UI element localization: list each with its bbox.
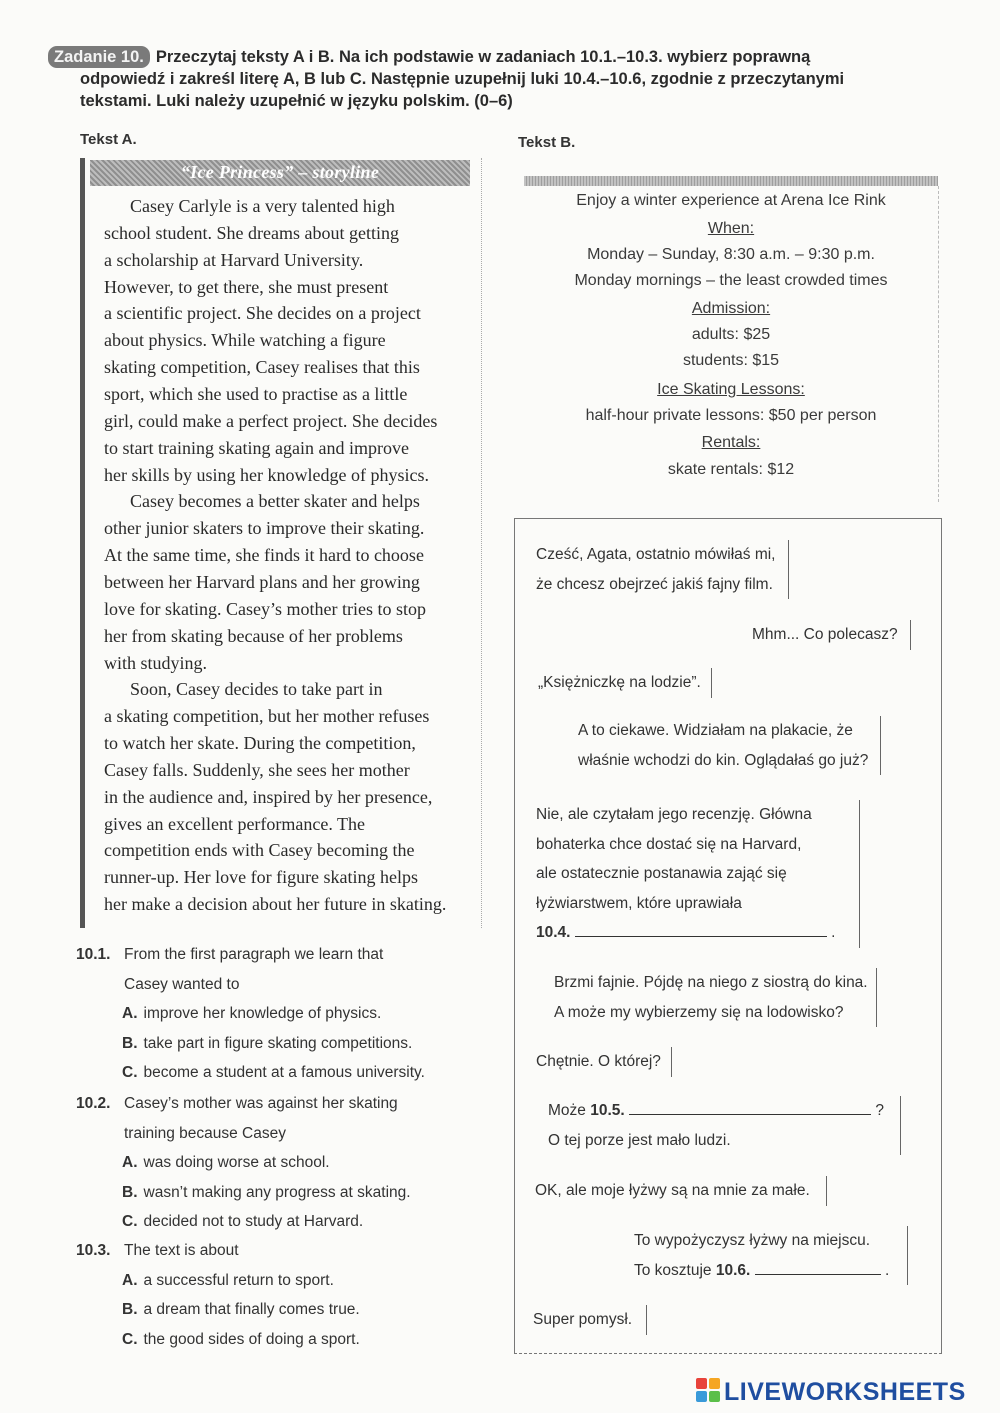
- rentals-heading: Rentals:: [701, 434, 761, 451]
- lessons-heading: Ice Skating Lessons:: [657, 381, 805, 398]
- text-b-label: Tekst B.: [518, 134, 576, 151]
- question-number: 10.2.: [76, 1095, 111, 1112]
- logo-mark-icon: [696, 1378, 722, 1404]
- chat-message-3: „Księżniczkę na lodzie”.: [538, 668, 712, 698]
- option-letter: C.: [122, 1064, 138, 1081]
- least-crowded: Monday mornings – the least crowded times: [574, 272, 888, 289]
- admission-heading: Admission:: [691, 300, 771, 317]
- task-instructions: [48, 46, 948, 112]
- option-letter: B.: [122, 1301, 138, 1318]
- chat-text: To kosztuje: [634, 1261, 712, 1279]
- text-a-line: school student. She dreams about getting: [104, 222, 399, 243]
- answer-option[interactable]: [122, 1184, 411, 1202]
- text-a-frame: [80, 158, 482, 928]
- option-text: improve her knowledge of physics.: [143, 1005, 382, 1022]
- text-a-line: Casey Carlyle is a very talented high: [130, 196, 395, 216]
- text-a-line: love for skating. Casey’s mother tries to stop: [104, 598, 426, 619]
- question-stem: The text is about: [124, 1242, 239, 1259]
- question-number: 10.3.: [76, 1242, 111, 1259]
- chat-message-6: [554, 968, 877, 1027]
- text-a-line: with studying.: [104, 652, 208, 673]
- chat-text: A to ciekawe. Widziałam na plakacie, że: [578, 722, 853, 739]
- gap-10-5-label: 10.5.: [590, 1102, 625, 1119]
- text-a-line: to watch her skate. During the competition,: [104, 733, 416, 753]
- chat-message-4: [578, 716, 881, 775]
- chat-text: łyżwiarstwem, które uprawiała: [536, 894, 742, 912]
- text-a-line: skating competition, Casey realises that this: [104, 357, 420, 378]
- chat-text: Cześć, Agata, ostatnio mówiłaś mi,: [536, 546, 776, 563]
- chat-text: Brzmi fajnie. Pójdę na niego z siostrą do kina.: [554, 974, 868, 991]
- answer-option[interactable]: [122, 1064, 425, 1082]
- chat-text: ale ostatecznie postanawia zająć się: [536, 865, 787, 882]
- admission-adults: adults: $25: [691, 326, 771, 343]
- text-a-line: girl, could make a perfect project. She decides: [104, 410, 438, 431]
- answer-option[interactable]: [122, 1035, 412, 1053]
- option-text: a successful return to sport.: [143, 1271, 334, 1289]
- chat-text: O tej porze jest mało ludzi.: [548, 1131, 731, 1149]
- admission-students: students: $15: [682, 352, 780, 369]
- question-stem: From the first paragraph we learn that: [124, 946, 384, 963]
- text-a-line: competition ends with Casey becoming the: [104, 840, 415, 861]
- chat-text: właśnie wchodzi do kin. Oglądałaś go już?: [578, 751, 869, 769]
- gap-10-6-label: 10.6.: [715, 1261, 751, 1279]
- text-a-line: about physics. While watching a figure: [104, 330, 386, 351]
- answer-option[interactable]: [122, 1301, 360, 1319]
- chat-message-7: Chętnie. O której?: [536, 1047, 672, 1077]
- liveworksheets-logo: [696, 1378, 966, 1407]
- text-a-line: other junior skaters to improve their skating.: [104, 518, 425, 539]
- text-a-line: her from skating because of her problems: [104, 625, 403, 646]
- text-a-line: in the audience and, inspired by her presence,: [104, 786, 433, 807]
- gap-10-4-blank[interactable]: [575, 922, 827, 937]
- chat-message-9: OK, ale moje łyżwy są na mnie za małe.: [535, 1176, 827, 1206]
- chat-message-11: Super pomysł.: [533, 1305, 647, 1335]
- text-a-line: Casey becomes a better skater and helps: [130, 491, 420, 512]
- text-a-label: Tekst A.: [80, 131, 137, 148]
- gap-10-6-blank[interactable]: [755, 1260, 881, 1275]
- option-letter: C.: [122, 1213, 138, 1230]
- chat-text: A może my wybierzemy się na lodowisko?: [554, 1003, 844, 1021]
- question-number: 10.1.: [76, 946, 111, 963]
- chat-text: Nie, ale czytałam jego recenzję. Główna: [536, 806, 812, 823]
- option-text: become a student at a famous university.: [143, 1064, 425, 1081]
- instruction-line-1: Przeczytaj teksty A i B. Na ich podstawie w zadaniach 10.1.–10.3. wybierz poprawną: [155, 48, 811, 66]
- question-stem: Casey’s mother was against her skating: [124, 1095, 398, 1112]
- text-a-line: gives an excellent performance. The: [104, 813, 366, 834]
- chat-text: Może: [548, 1102, 586, 1119]
- option-letter: A.: [122, 1154, 138, 1171]
- text-a-line: Soon, Casey decides to take part in: [130, 679, 383, 700]
- gap-10-5-blank[interactable]: [629, 1100, 871, 1115]
- option-letter: C.: [122, 1330, 138, 1348]
- option-text: was doing worse at school.: [143, 1154, 330, 1171]
- option-text: the good sides of doing a sport.: [143, 1330, 360, 1348]
- question-stem: training because Casey: [124, 1124, 286, 1142]
- when-heading: When:: [707, 220, 755, 237]
- option-text: decided not to study at Harvard.: [143, 1213, 364, 1230]
- text-a-line: However, to get there, she must present: [104, 276, 389, 297]
- option-text: a dream that finally comes true.: [143, 1301, 360, 1318]
- option-letter: B.: [122, 1034, 138, 1052]
- answer-option[interactable]: [122, 1154, 330, 1172]
- rink-intro: Enjoy a winter experience at Arena Ice Rink: [576, 192, 886, 209]
- chat-text: bohaterka chce dostać się na Harvard,: [536, 835, 802, 853]
- text-a-line: Casey falls. Suddenly, she sees her mother: [104, 759, 410, 780]
- opening-hours: Monday – Sunday, 8:30 a.m. – 9:30 p.m.: [587, 246, 875, 263]
- chat-message-5: Nie, ale czytałam jego recenzję. Główna bohaterka chce dostać się na Harvard, ale ostatecznie postanawia zająć się łyżwiarstwem, które uprawiała 10.4. .: [536, 800, 860, 948]
- rentals-price: skate rentals: $12: [667, 461, 795, 478]
- chat-text: To wypożyczysz łyżwy na miejscu.: [634, 1232, 871, 1249]
- gap-10-4-label: 10.4.: [536, 924, 571, 941]
- text-a-line: her make a decision about her future in skating.: [104, 894, 447, 915]
- chat-message-1: [536, 540, 789, 599]
- text-a-line: a scientific project. She decides on a project: [104, 303, 421, 324]
- answer-option[interactable]: [122, 1213, 363, 1231]
- option-letter: A.: [122, 1271, 138, 1289]
- text-a-line: runner-up. Her love for figure skating helps: [104, 867, 419, 888]
- logo-text: LIVEWORKSHEETS: [724, 1378, 966, 1406]
- text-a-line: between her Harvard plans and her growing: [104, 571, 420, 592]
- text-b-top-bar: [524, 176, 938, 186]
- text-a-line: a scholarship at Harvard University.: [104, 249, 364, 270]
- option-letter: A.: [122, 1005, 138, 1022]
- answer-option[interactable]: [122, 1272, 334, 1290]
- text-a-line: a skating competition, but her mother refuses: [104, 706, 430, 727]
- lessons-price: half-hour private lessons: $50 per person: [585, 407, 877, 424]
- task-badge: Zadanie 10.: [48, 46, 150, 68]
- chat-text: że chcesz obejrzeć jakiś fajny film.: [536, 575, 773, 593]
- option-text: wasn’t making any progress at skating.: [143, 1183, 411, 1201]
- chat-message-2: Mhm... Co polecasz?: [752, 620, 911, 650]
- text-a-line: At the same time, she finds it hard to choose: [104, 545, 424, 565]
- answer-option[interactable]: [122, 1005, 381, 1023]
- text-a-line: sport, which she used to practise as a little: [104, 384, 408, 404]
- question-stem: Casey wanted to: [124, 975, 240, 993]
- chat-message-10: To wypożyczysz łyżwy na miejscu. To kosztuje 10.6. .: [634, 1226, 908, 1285]
- text-a-title: “Ice Princess” – storyline: [180, 162, 380, 182]
- instruction-line-2: odpowiedź i zakreśl literę A, B lub C. Następnie uzupełnij luki 10.4.–10.6, zgodnie z przeczytanymi: [80, 70, 845, 88]
- answer-option[interactable]: [122, 1331, 360, 1349]
- text-a-line: to start training skating again and improve: [104, 437, 409, 458]
- option-letter: B.: [122, 1183, 138, 1201]
- option-text: take part in figure skating competitions.: [143, 1034, 413, 1052]
- instruction-line-3: tekstami. Luki należy uzupełnić w języku polskim. (0–6): [80, 92, 513, 110]
- text-a-line: her skills by using her knowledge of physics.: [104, 464, 429, 485]
- chat-message-8: Może 10.5. ? O tej porze jest mało ludzi.: [548, 1096, 901, 1155]
